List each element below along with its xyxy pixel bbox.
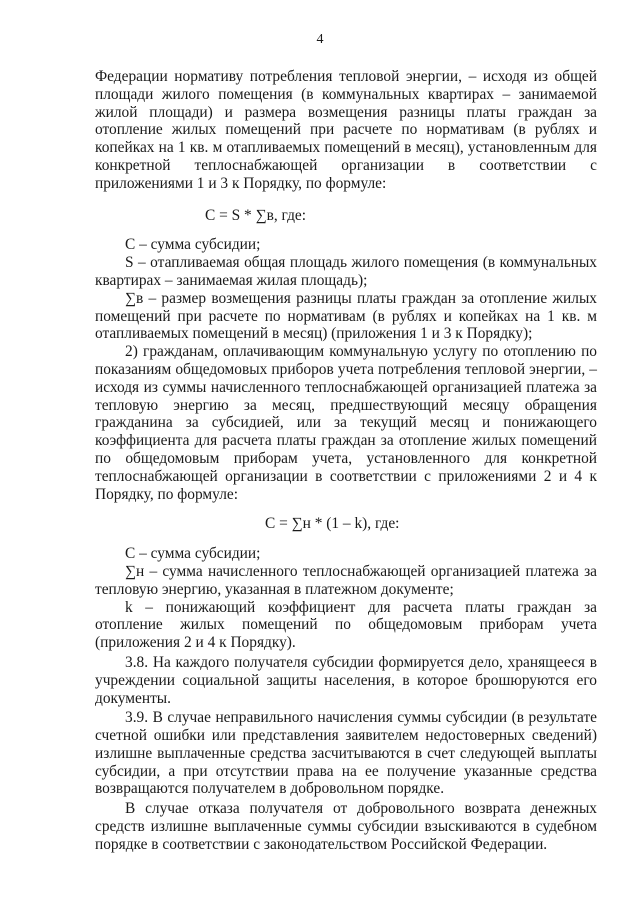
definition-k: k – понижающий коэффициент для расчета платы граждан за отопление жилых помещений по общедомовым приборам учета (приложения 2 и 4 к Порядку).	[95, 598, 597, 652]
document-body	[95, 68, 597, 854]
page-number: 4	[316, 32, 324, 47]
definition-sum-v: ∑в – размер возмещения разницы платы граждан за отопление жилых помещений при расчете по нормативам (в рублях и копейках на 1 кв. м отапливаемых помещений в месяц) (приложения 1 и 3 к Порядку);	[95, 289, 597, 343]
definition-s: S – отапливаемая общая площадь жилого помещения (в коммунальных квартирах – занимаемая жилая площадь);	[95, 254, 597, 289]
formula-2: С = ∑н * (1 – k), где:	[265, 515, 400, 533]
formula-1: С = S * ∑в, где:	[205, 206, 307, 224]
definition-c: С – сумма субсидии;	[125, 236, 261, 254]
paragraph-refusal: В случае отказа получателя от добровольного возврата денежных средств излишне выплаченные суммы субсидии взыскиваются в судебном порядке в соответствии с законодательством Российской Федерации.	[95, 800, 597, 853]
paragraph-3-9: 3.9. В случае неправильного начисления суммы субсидии (в результате счетной ошибки или представления заявителем недостоверных сведений) излишне выплаченные средства засчитываются в счет следующей выплаты субсидии, а при отсутствии права на ее получение указанные средства возвращаются получателем в добровольном порядке.	[95, 709, 597, 798]
list-item-2: 2) гражданам, оплачивающим коммунальную услугу по отоплению по показаниям общедомовых приборов учета потребления тепловой энергии, – исходя из суммы начисленного теплоснабжающей организацией платежа за тепловую энергию за месяц, предшествующий месяцу обращения гражданина за субсидией, или за текущий месяц и понижающего коэффициента для расчета платы граждан за отопление жилых помещений по общедомовым приборам учета, установленного для конкретной теплоснабжающей организации в соответствии с приложениями 2 и 4 к Порядку, по формуле:	[95, 343, 597, 503]
paragraph-3-8: 3.8. На каждого получателя субсидии формируется дело, хранящееся в учреждении социальной защиты населения, в которое брошюруются его документы.	[95, 653, 597, 707]
definition-c-2: С – сумма субсидии;	[125, 545, 261, 563]
definition-sum-n: ∑н – сумма начисленного теплоснабжающей организацией платежа за тепловую энергию, указанная в платежном документе;	[95, 562, 597, 598]
paragraph-intro: Федерации нормативу потребления тепловой энергии, – исходя из общей площади жилого помещения (в коммунальных квартирах – занимаемой жилой площади) и размера возмещения разницы платы граждан за отопление жилых помещений при расчете по нормативам (в рублях и копейках на 1 кв. м отапливаемых помещений в месяц), установленным для конкретной теплоснабжающей организации в соответствии с приложениями 1 и 3 к Порядку, по формуле:	[95, 68, 597, 192]
